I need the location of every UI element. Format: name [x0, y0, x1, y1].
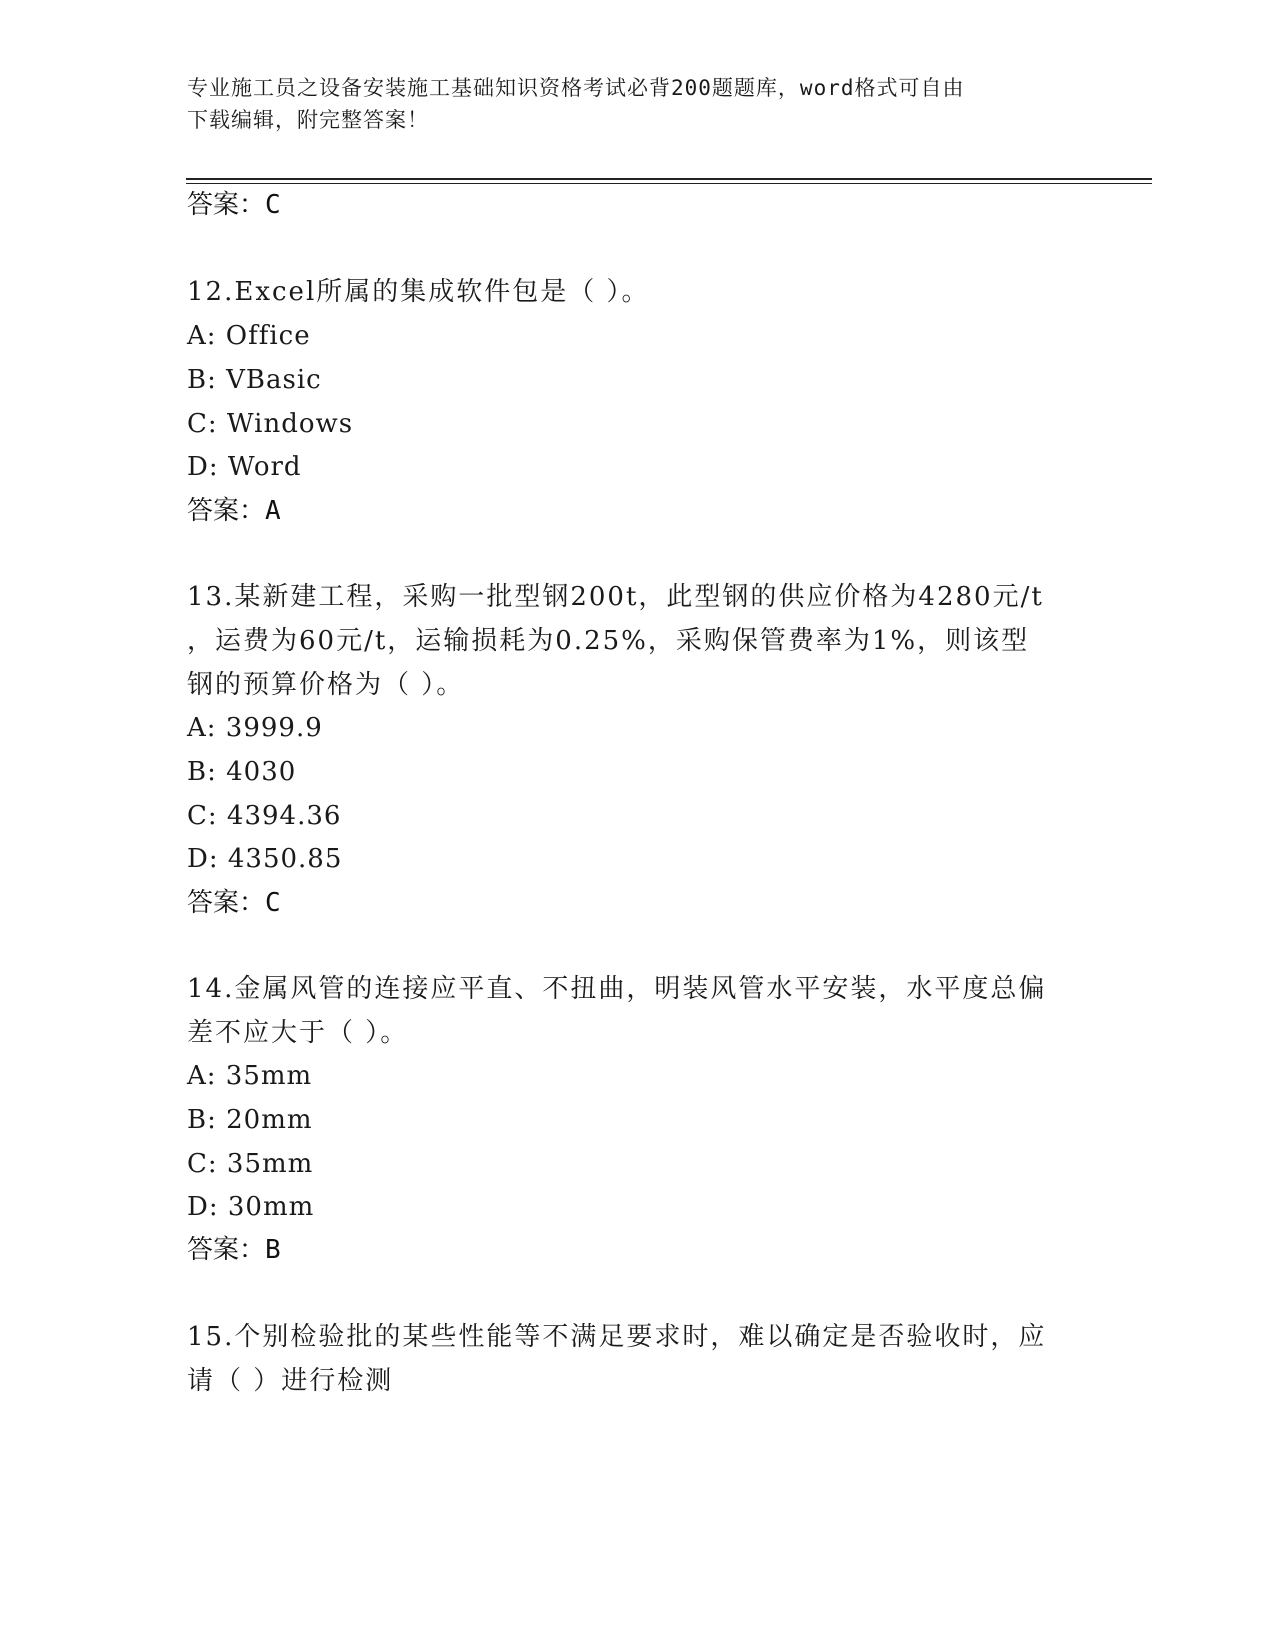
option-d: D: 4350.85	[187, 844, 343, 874]
option-c: C: Windows	[187, 409, 354, 439]
option-d: D: 30mm	[187, 1192, 315, 1222]
header-divider-thin	[186, 183, 1152, 184]
answer: 答案：C	[187, 888, 281, 918]
document-header	[187, 72, 1087, 136]
option-c: C: 35mm	[187, 1149, 314, 1179]
answer: 答案：B	[187, 1235, 281, 1265]
question-stem-line-2: ，运费为60元/t，运输损耗为0.25%，采购保管费率为1%，则该型	[187, 626, 1030, 656]
option-a: A: Office	[187, 321, 311, 351]
header-divider-thick	[186, 178, 1152, 180]
option-b: B: 4030	[187, 757, 297, 787]
question-stem-line-1: 14.金属风管的连接应平直、不扭曲，明装风管水平安装，水平度总偏	[187, 974, 1047, 1004]
option-d: D: Word	[187, 452, 302, 482]
option-c: C: 4394.36	[187, 801, 342, 831]
question-stem-line-1: 13.某新建工程，采购一批型钢200t，此型钢的供应价格为4280元/t	[187, 582, 1044, 612]
question-stem-line-3: 钢的预算价格为（ ）。	[187, 670, 465, 700]
option-a: A: 3999.9	[187, 713, 323, 743]
header-title-line-2: 下载编辑，附完整答案！	[187, 108, 429, 132]
option-b: B: 20mm	[187, 1105, 313, 1135]
question-stem: 12.Excel所属的集成软件包是（ ）。	[187, 277, 650, 307]
question-stem-line-2: 差不应大于（ ）。	[187, 1018, 409, 1048]
option-a: A: 35mm	[187, 1061, 313, 1091]
question-stem-line-1: 15.个别检验批的某些性能等不满足要求时，难以确定是否验收时，应	[187, 1322, 1047, 1352]
option-b: B: VBasic	[187, 365, 322, 395]
previous-answer: 答案：C	[187, 190, 281, 220]
header-title-line-1: 专业施工员之设备安装施工基础知识资格考试必背200题题库，word格式可自由	[187, 76, 965, 100]
answer: 答案：A	[187, 496, 281, 526]
question-stem-line-2: 请（ ）进行检测	[187, 1366, 394, 1396]
